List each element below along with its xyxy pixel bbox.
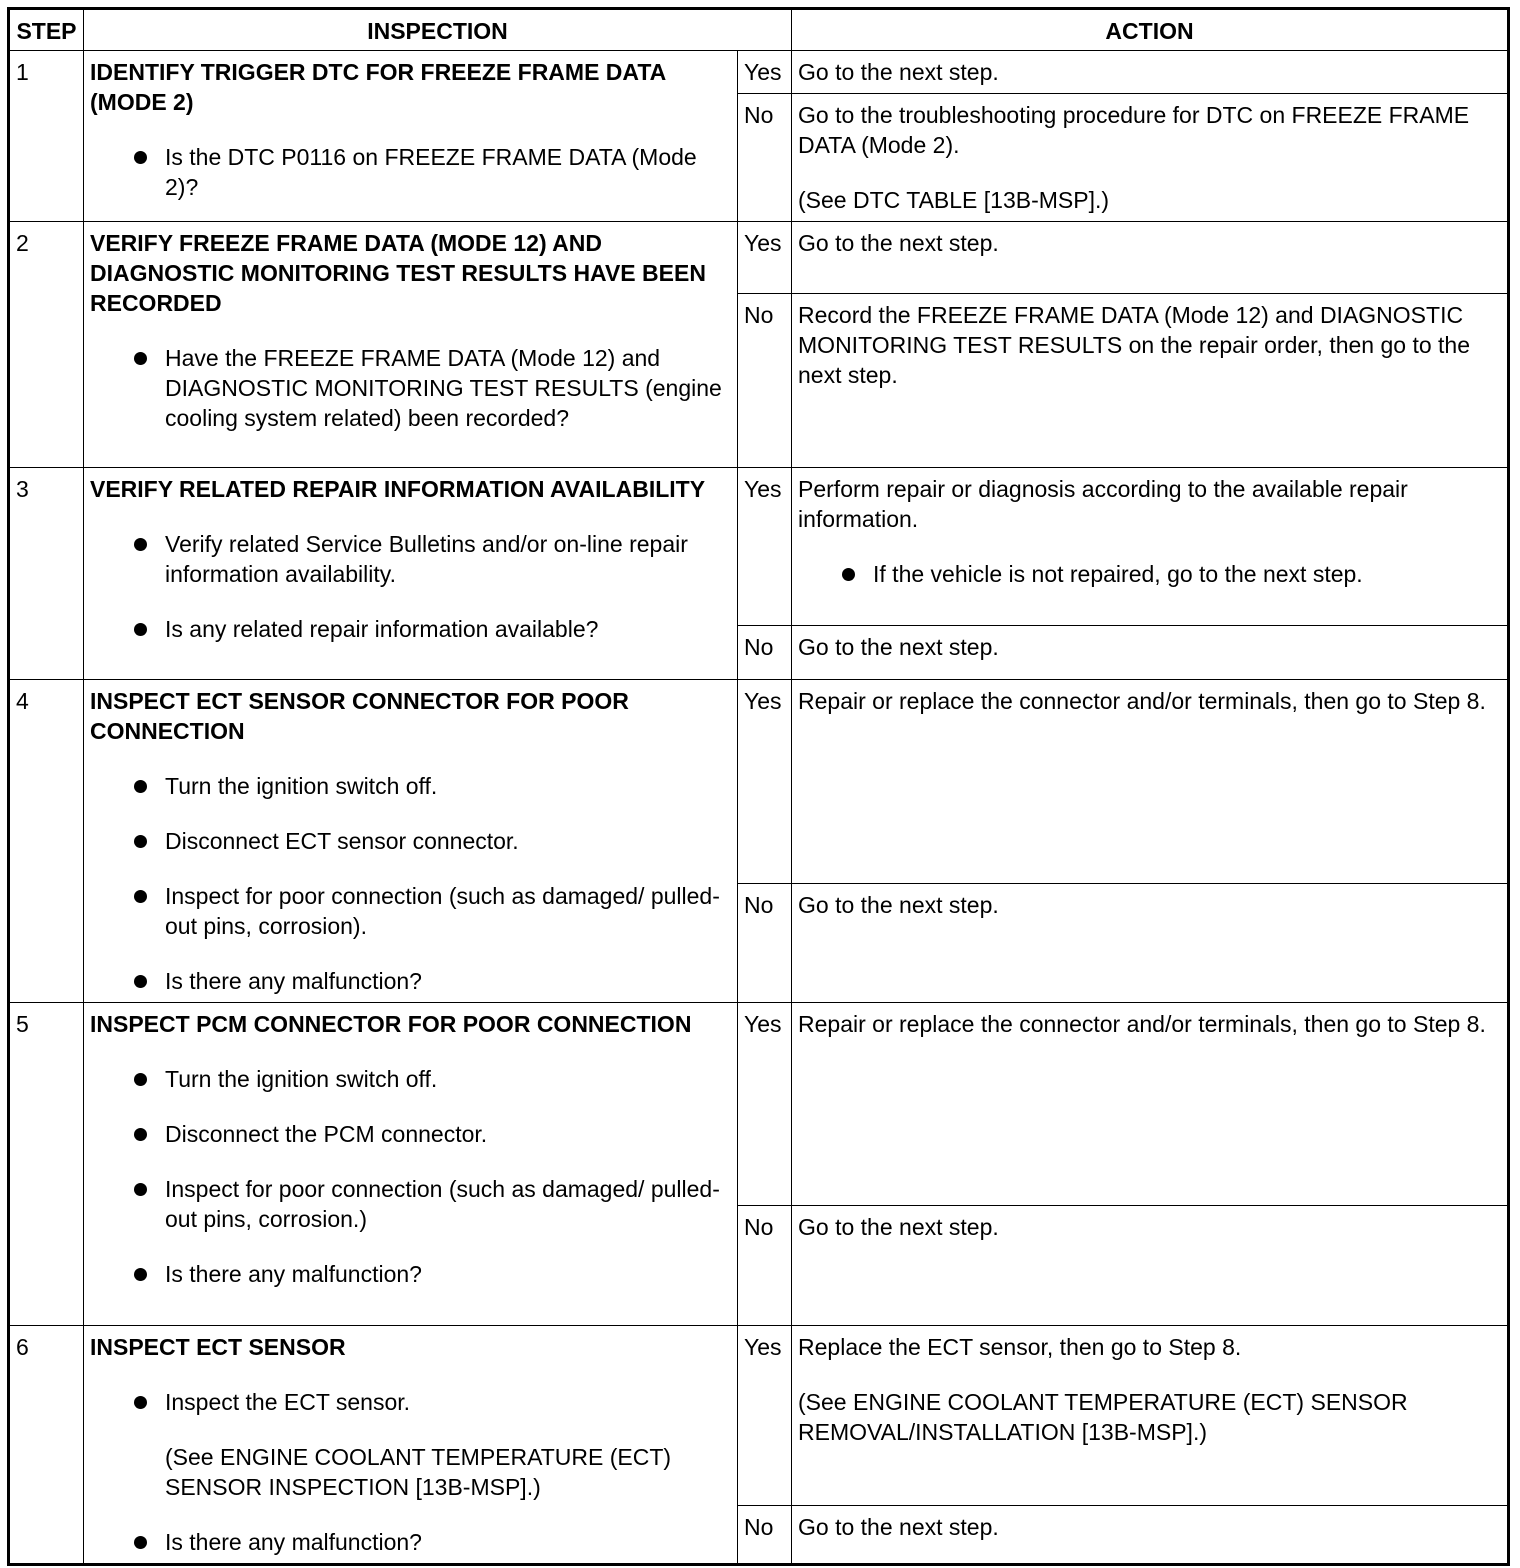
inspection-bullets: [90, 529, 731, 644]
step-number: 2: [9, 222, 84, 468]
step-number: 1: [9, 51, 84, 222]
inspection-title: INSPECT ECT SENSOR CONNECTOR FOR POOR CONNECTION: [90, 688, 629, 744]
yes-label: Yes: [738, 51, 792, 94]
inspection-cell: [84, 51, 738, 222]
inspection-bullets: [90, 1387, 731, 1557]
diagnostic-procedure-table: [7, 7, 1510, 1566]
yes-action: Go to the next step.: [792, 222, 1509, 294]
table-row: [9, 1003, 1509, 1206]
yes-label: Yes: [738, 468, 792, 626]
no-action-note: (See DTC TABLE [13B-MSP].): [798, 187, 1110, 213]
step-number: 4: [9, 680, 84, 1003]
yes-label: Yes: [738, 680, 792, 884]
header-inspection: INSPECTION: [84, 9, 792, 51]
no-label: No: [738, 626, 792, 680]
bullet-subnote: (See ENGINE COOLANT TEMPERATURE (ECT) SENSOR INSPECTION [13B-MSP].): [165, 1444, 672, 1500]
bullet-item: Is there any malfunction?: [90, 1259, 731, 1289]
inspection-title: INSPECT PCM CONNECTOR FOR POOR CONNECTION: [90, 1011, 692, 1037]
bullet-item: Inspect for poor connection (such as damaged/ pulled-out pins, corrosion.): [90, 1174, 731, 1234]
no-label: No: [738, 884, 792, 1003]
no-action: Go to the next step.: [792, 626, 1509, 680]
bullet-item: Turn the ignition switch off.: [90, 771, 731, 801]
yes-action: Replace the ECT sensor, then go to Step 8.: [798, 1334, 1242, 1360]
yes-label: Yes: [738, 222, 792, 294]
header-action: ACTION: [792, 9, 1509, 51]
no-action: Go to the next step.: [792, 1206, 1509, 1326]
no-action: Go to the next step.: [792, 884, 1509, 1003]
no-action: Go to the next step.: [792, 1505, 1509, 1565]
bullet-item: Is the DTC P0116 on FREEZE FRAME DATA (Mode 2)?: [90, 142, 731, 202]
table-row: [9, 222, 1509, 294]
inspection-cell: [84, 468, 738, 680]
table-row: [9, 1326, 1509, 1506]
yes-label: Yes: [738, 1003, 792, 1206]
step-number: 3: [9, 468, 84, 680]
yes-action-note: (See ENGINE COOLANT TEMPERATURE (ECT) SENSOR REMOVAL/INSTALLATION [13B-MSP].): [798, 1389, 1408, 1445]
step-number: 6: [9, 1326, 84, 1565]
bullet-item: Turn the ignition switch off.: [90, 1064, 731, 1094]
inspection-bullets: [90, 1064, 731, 1289]
no-label: No: [738, 294, 792, 468]
no-action: Record the FREEZE FRAME DATA (Mode 12) and DIAGNOSTIC MONITORING TEST RESULTS on the repair order, then go to the next step.: [792, 294, 1509, 468]
yes-action: Repair or replace the connector and/or terminals, then go to Step 8.: [792, 1003, 1509, 1206]
bullet-item: Inspect the ECT sensor.: [90, 1387, 731, 1417]
header-row: [9, 9, 1509, 51]
no-label: No: [738, 1505, 792, 1565]
yes-label: Yes: [738, 1326, 792, 1506]
table-row: [9, 468, 1509, 626]
no-label: No: [738, 1206, 792, 1326]
no-label: No: [738, 94, 792, 222]
yes-action: Perform repair or diagnosis according to the available repair information.: [798, 476, 1408, 532]
bullet-item: Verify related Service Bulletins and/or on-line repair information availability.: [90, 529, 731, 589]
inspection-cell: [84, 680, 738, 1003]
bullet-item: Inspect for poor connection (such as damaged/ pulled-out pins, corrosion).: [90, 881, 731, 941]
yes-action-cell: [792, 468, 1509, 626]
action-bullets: [798, 559, 1501, 589]
action-bullet-item: If the vehicle is not repaired, go to the next step.: [798, 559, 1501, 589]
inspection-title: IDENTIFY TRIGGER DTC FOR FREEZE FRAME DATA (MODE 2): [90, 59, 666, 115]
inspection-cell: [84, 1326, 738, 1565]
table-row: [9, 680, 1509, 884]
table-row: [9, 51, 1509, 94]
no-action-cell: [792, 94, 1509, 222]
inspection-cell: [84, 222, 738, 468]
inspection-title: VERIFY RELATED REPAIR INFORMATION AVAILABILITY: [90, 476, 706, 502]
bullet-item: Disconnect the PCM connector.: [90, 1119, 731, 1149]
inspection-title: VERIFY FREEZE FRAME DATA (MODE 12) AND DIAGNOSTIC MONITORING TEST RESULTS HAVE BEEN RECORDED: [90, 230, 706, 316]
bullet-item: Is there any malfunction?: [90, 1527, 731, 1557]
bullet-item: Disconnect ECT sensor connector.: [90, 826, 731, 856]
bullet-item: Is any related repair information available?: [90, 614, 731, 644]
yes-action-cell: [792, 1326, 1509, 1506]
bullet-item: Have the FREEZE FRAME DATA (Mode 12) and DIAGNOSTIC MONITORING TEST RESULTS (engine cooling system related) been recorded?: [90, 343, 731, 433]
yes-action: Repair or replace the connector and/or terminals, then go to Step 8.: [792, 680, 1509, 884]
inspection-cell: [84, 1003, 738, 1326]
header-step: STEP: [9, 9, 84, 51]
step-number: 5: [9, 1003, 84, 1326]
inspection-bullets: [90, 142, 731, 202]
yes-action: Go to the next step.: [792, 51, 1509, 94]
inspection-bullets: [90, 343, 731, 433]
bullet-item: Is there any malfunction?: [90, 966, 731, 996]
inspection-bullets: [90, 771, 731, 996]
inspection-title: INSPECT ECT SENSOR: [90, 1334, 346, 1360]
no-action: Go to the troubleshooting procedure for DTC on FREEZE FRAME DATA (Mode 2).: [798, 102, 1470, 158]
